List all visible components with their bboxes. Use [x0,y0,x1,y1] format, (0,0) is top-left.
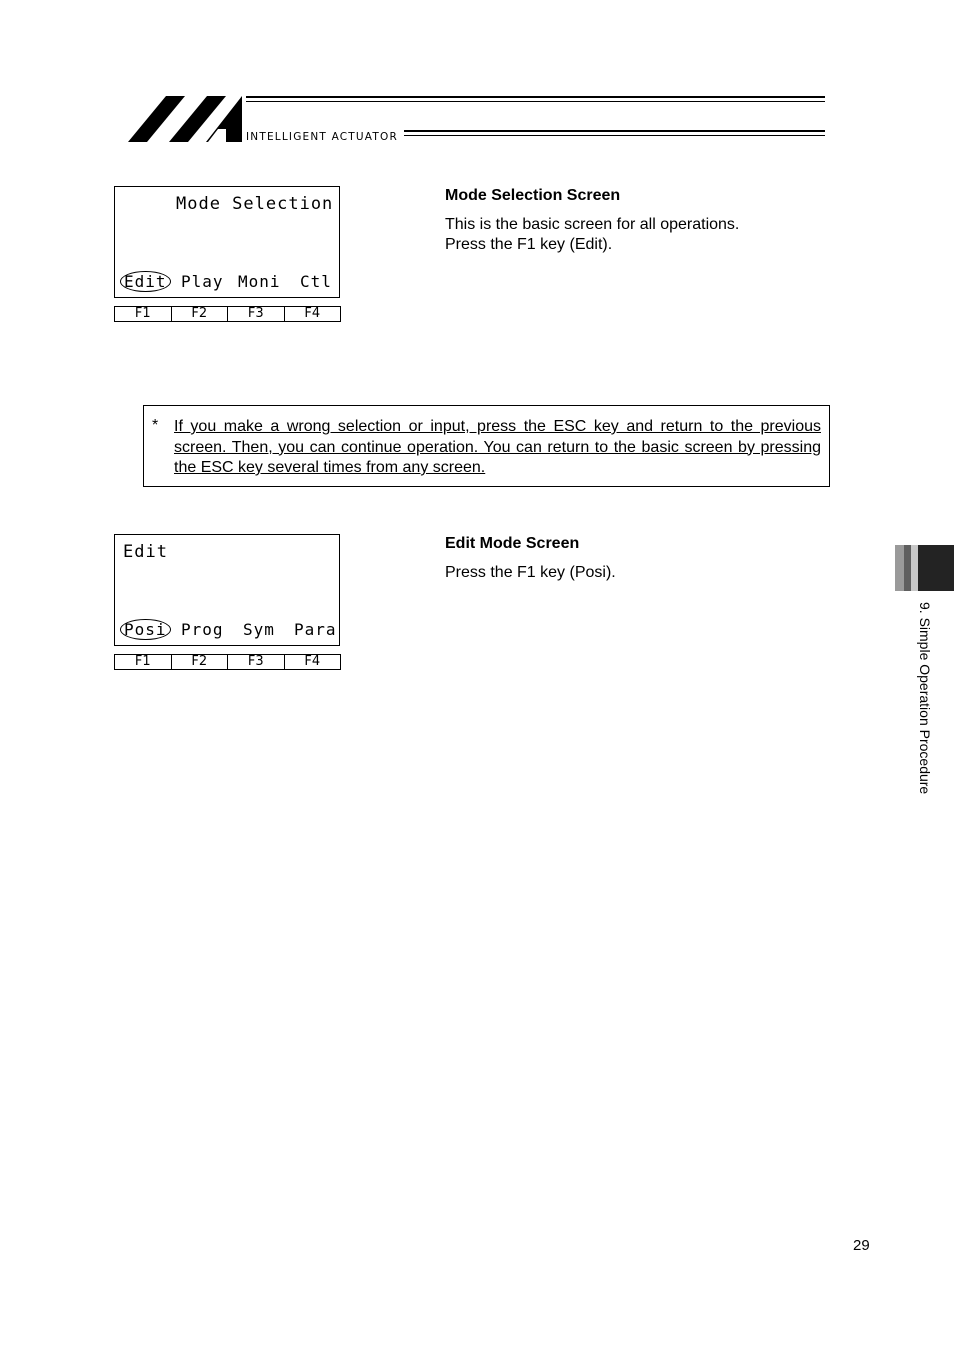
description-mode-selection [445,186,739,255]
iai-logo-icon [128,93,244,145]
lcd-title: Mode Selection [176,194,334,214]
header-rule-bottom [404,130,825,132]
fkey-f1[interactable]: F1 [134,306,151,321]
chapter-tab-stripe [911,545,918,591]
lcd-softkey-row [118,620,337,642]
section-heading: Mode Selection Screen [445,187,621,204]
chapter-tab-stripe [895,545,904,591]
page-number: 29 [853,1237,870,1254]
softkey-para[interactable]: Para [294,620,337,639]
fkey-f4[interactable]: F4 [284,655,341,669]
fkey-f1[interactable]: F1 [134,654,151,669]
chapter-tab-stripe [904,545,911,591]
note-text: If you make a wrong selection or input, press the ESC key and return to the previous screen. Then, you can continue operation. You can return to the basic screen by pressing the ESC key several times from any screen. [174,418,821,476]
fkey-row [114,654,341,670]
fkey-row [114,306,341,322]
softkey-ctl[interactable]: Ctl [300,272,332,291]
note-marker: * [152,417,159,434]
chapter-label: 9. Simple Operation Procedure [917,602,933,795]
description-line: Press the F1 key (Edit). [445,236,613,253]
softkey-posi[interactable]: Posi [120,619,171,640]
softkey-sym[interactable]: Sym [243,620,275,639]
fkey-f3[interactable]: F3 [227,655,284,669]
softkey-play[interactable]: Play [181,272,224,291]
fkey-f3[interactable]: F3 [227,307,284,321]
chapter-tab [895,545,954,591]
header-rule-top [246,96,825,98]
fkey-f4[interactable]: F4 [284,307,341,321]
lcd-edit [114,534,340,646]
softkey-moni[interactable]: Moni [238,272,281,291]
lcd-title: Edit [123,542,168,562]
header-rule-top-thin [246,101,825,102]
lcd-softkey-row [118,272,337,294]
section-heading: Edit Mode Screen [445,535,580,552]
brand-name: INTELLIGENT ACTUATOR [246,131,398,143]
softkey-prog[interactable]: Prog [181,620,224,639]
note-box [143,405,830,487]
description-line: This is the basic screen for all operations. [445,216,740,233]
fkey-f2[interactable]: F2 [171,307,228,321]
fkey-f2[interactable]: F2 [171,655,228,669]
softkey-edit[interactable]: Edit [120,271,171,292]
lcd-mode-selection [114,186,340,298]
chapter-tab-block [918,545,954,591]
description-line: Press the F1 key (Posi). [445,564,616,581]
description-edit-mode [445,534,616,583]
header-rule-bottom-thin [404,135,825,136]
